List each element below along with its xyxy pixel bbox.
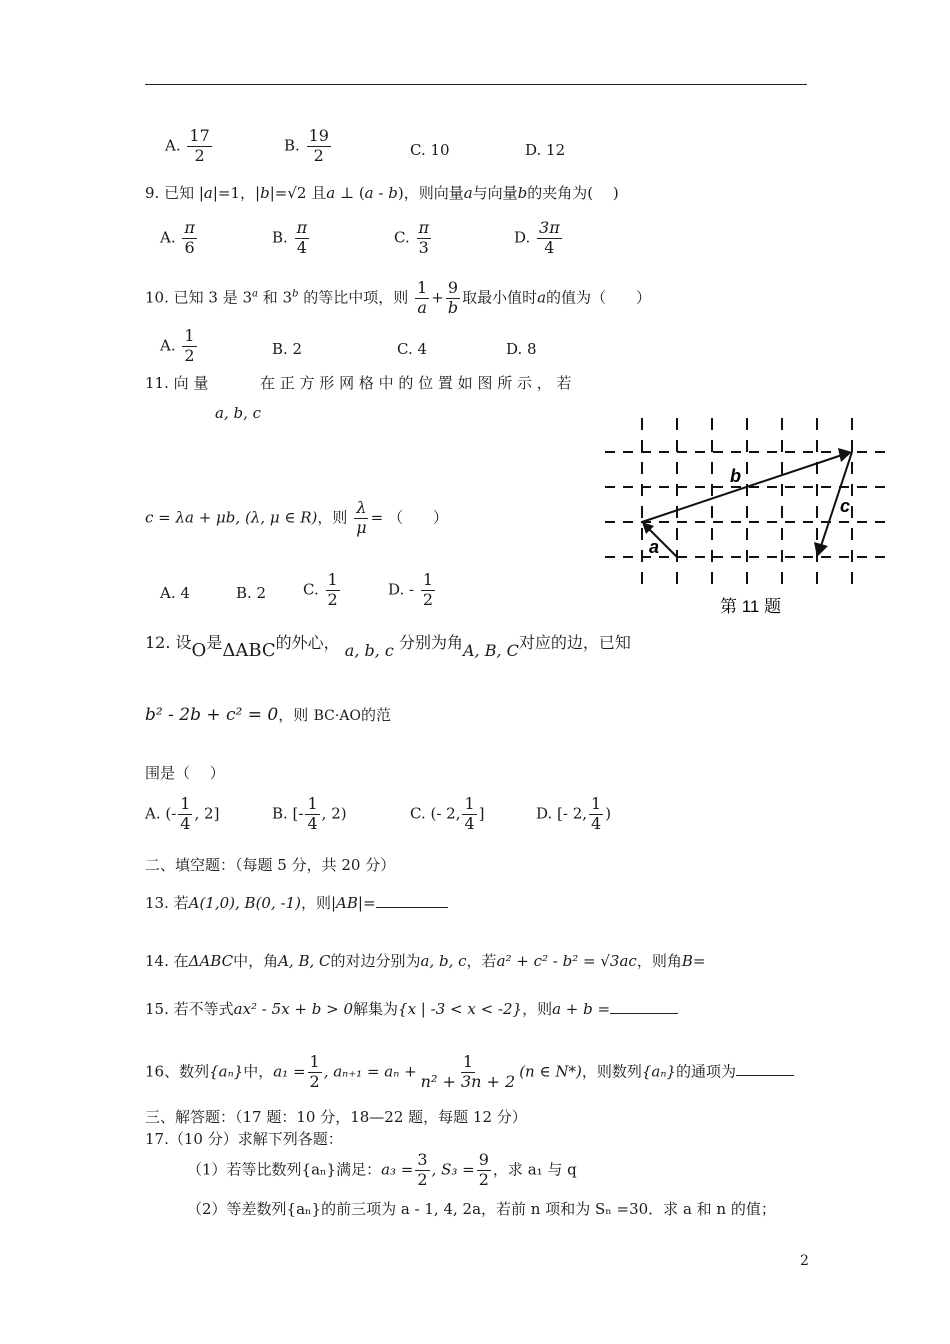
q11-equation: c = λa + μb, (λ, μ ∈ R)，则 $\frac{\lambda}{\mu}$ = （ ） (145, 498, 448, 537)
vector-a-label: a (649, 537, 660, 557)
section-fill-in-heading: 二、填空题：（每题 5 分，共 20 分） (145, 856, 396, 874)
q11-vectors: a, b, c (215, 404, 262, 422)
grid-svg (600, 410, 890, 625)
q12-line3: 围是（ ） (145, 764, 225, 782)
fraction: $\frac{17}{2}$ (189, 126, 210, 165)
q13-answer-blank (376, 907, 448, 908)
vector-c-label: c (840, 496, 851, 516)
q8-option-d: D. 12 (525, 141, 566, 159)
q9-stem: 9. 已知 |a|=1，|b|=√2 且a ⊥ (a - b)，则向量a与向量b的夹角为( ) (145, 184, 619, 202)
q12-condition: b² - 2b + c² = 0，则 BC·AO的范 (145, 705, 391, 725)
q10-stem: 10. 已知 3 是 3$^a$ 和 3$^b$ 的等比中项，则 $\frac{1}{a}$ + $\frac{9}{b}$ 取最小值时a的值为（ ） (145, 278, 652, 317)
q11-option-b: B. 2 (236, 584, 267, 602)
q15: 15. 若不等式ax² - 5x + b > 0解集为{x | -3 < x < -2}，则a + b = (145, 998, 678, 1019)
q14: 14. 在ΔABC中，角A, B, C的对边分别为a, b, c，若a² + c² - b² = √3ac，则角B= (145, 952, 706, 970)
q10-option-b: B. 2 (272, 340, 303, 358)
q16-answer-blank (736, 1075, 794, 1076)
fraction: $\frac{19}{2}$ (308, 126, 329, 165)
q12-option-c: C. (- 2, $\frac{1}{4}$ ] (410, 794, 485, 833)
q8-option-a: A. $\frac{17}{2}$ (165, 126, 210, 165)
figure-caption: 第 11 题 (720, 597, 782, 616)
q17-part1: （1）若等比数列{aₙ}满足：a₃ = $\frac{3}{2}$ , S₃ = $\frac{9}{2}$ ，求 a₁ 与 q (187, 1150, 577, 1189)
vector-b-label: b (730, 466, 741, 486)
q11-option-d: D. - $\frac{1}{2}$ (388, 570, 434, 609)
header-rule (145, 84, 807, 85)
q12-option-b: B. [- $\frac{1}{4}$ , 2) (272, 794, 347, 833)
q12-option-a: A. (- $\frac{1}{4}$ , 2] (145, 794, 220, 833)
q8-option-c: C. 10 (410, 141, 450, 159)
q8-option-b: B. $\frac{19}{2}$ (284, 126, 329, 165)
q9-option-c: C. $\frac{\pi}{3}$ (394, 218, 430, 257)
q11-stem-pre: 11. 向 量 (145, 374, 209, 392)
q10-option-d: D. 8 (506, 340, 537, 358)
q11-stem-post: 在 正 方 形 网 格 中 的 位 置 如 图 所 示 ， 若 (260, 374, 572, 392)
q11-option-c: C. $\frac{1}{2}$ (303, 570, 338, 609)
q11-option-a: A. 4 (160, 584, 190, 602)
q9-option-d: D. $\frac{3\pi}{4}$ (514, 218, 560, 257)
q12-stem: 12. 设O是ΔABC的外心， a, b, c 分别为角A, B, C对应的边，已知 (145, 633, 631, 661)
section-solve-heading: 三、解答题：（17 题：10 分，18—22 题，每题 12 分） (145, 1108, 527, 1126)
q17-part2: （2）等差数列{aₙ}的前三项为 a - 1, 4, 2a，若前 n 项和为 Sₙ =30．求 a 和 n 的值； (187, 1200, 776, 1218)
q10-option-c: C. 4 (397, 340, 428, 358)
q9-option-b: B. $\frac{\pi}{4}$ (272, 218, 308, 257)
q10-option-a: A. $\frac{1}{2}$ (160, 326, 195, 365)
page-number: 2 (800, 1253, 809, 1269)
q16: 16、数列{aₙ}中，a₁ = $\frac{1}{2}$ , aₙ₊₁ = aₙ + $\frac{1}{\text{n² + 3n + 2}}$ (n ∈ N*)，则数列{aₙ}的通项为 (145, 1054, 794, 1091)
q12-option-d: D. [- 2, $\frac{1}{4}$ ) (536, 794, 612, 833)
q13: 13. 若A(1,0), B(0, -1)，则|AB|= (145, 892, 448, 913)
q15-answer-blank (610, 1013, 678, 1014)
q11-grid-figure (600, 410, 890, 625)
q17-head: 17.（10 分）求解下列各题： (145, 1130, 343, 1148)
q9-option-a: A. $\frac{\pi}{6}$ (160, 218, 195, 257)
